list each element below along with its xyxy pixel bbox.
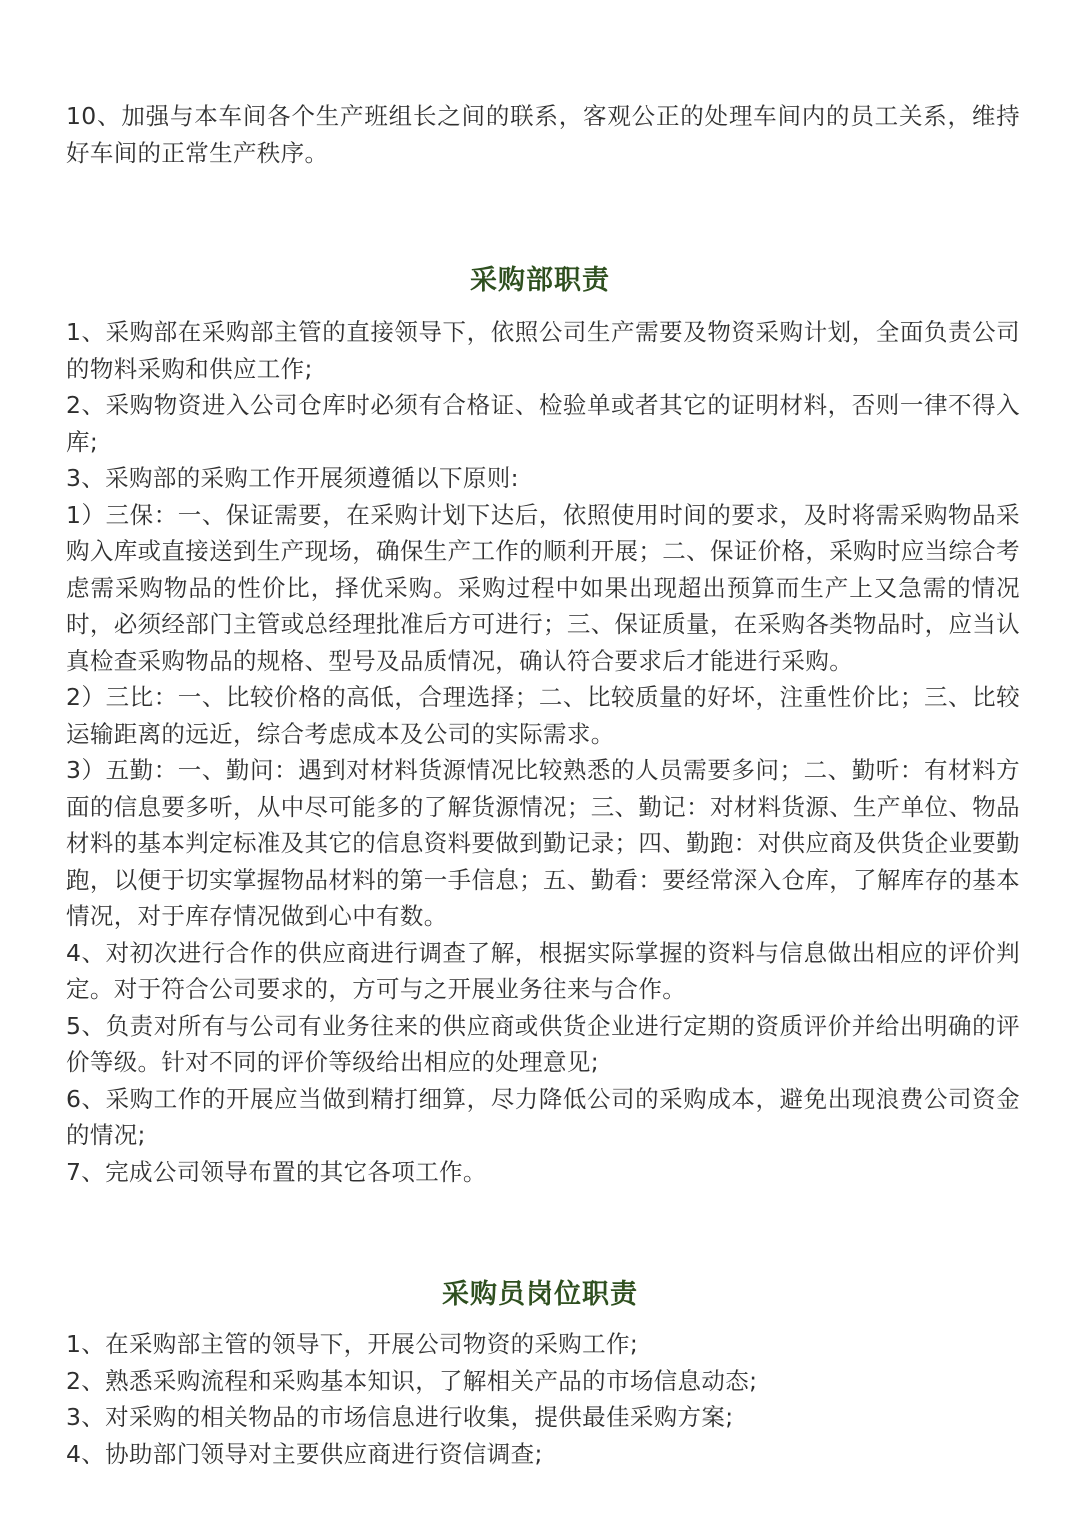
- list-item: 1、在采购部主管的领导下，开展公司物资的采购工作;: [66, 1330, 639, 1358]
- list-item: 3、采购部的采购工作开展须遵循以下原则:: [66, 464, 519, 492]
- list-item: 2）三比：一、比较价格的高低，合理选择；二、比较质量的好坏，注重性价比；三、比较运输距离的远近，综合考虑成本及公司的实际需求。: [66, 683, 1020, 748]
- section-title-buyer-responsibilities: 采购员岗位职责: [442, 1279, 638, 1310]
- list-item: 3）五勤：一、勤问：遇到对材料货源情况比较熟悉的人员需要多问；二、勤听：有材料方面的信息要多听，从中尽可能多的了解货源情况；三、勤记：对材料货源、生产单位、物品材料的基本判定标准及其它的信息资料要做到勤记录；四、勤跑：对供应商及供货企业要勤跑，以便于切实掌握物品材料的第一手信息；五、勤看：要经常深入仓库，了解库存的基本情况，对于库存情况做到心中有数。: [66, 756, 1020, 930]
- list-item: 3、对采购的相关物品的市场信息进行收集，提供最佳采购方案;: [66, 1403, 734, 1431]
- list-item: 6、采购工作的开展应当做到精打细算，尽力降低公司的采购成本，避免出现浪费公司资金的情况;: [66, 1084, 1020, 1149]
- list-item: 5、负责对所有与公司有业务往来的供应商或供货企业进行定期的资质评价并给出明确的评价等级。针对不同的评价等级给出相应的处理意见;: [66, 1011, 1020, 1076]
- section-buyer-responsibilities-list: [66, 1326, 1020, 1472]
- list-item: 1）三保：一、保证需要，在采购计划下达后，依照使用时间的要求，及时将需采购物品采购入库或直接送到生产现场，确保生产工作的顺利开展；二、保证价格，采购时应当综合考虑需采购物品的性价比，择优采购。采购过程中如果出现超出预算而生产上又急需的情况时，必须经部门主管或总经理批准后方可进行；三、保证质量，在采购各类物品时，应当认真检查采购物品的规格、型号及品质情况，确认符合要求后才能进行采购。: [66, 500, 1020, 675]
- section-purchasing-department-list: [66, 314, 1020, 1190]
- list-item: 2、采购物资进入公司仓库时必须有合格证、检验单或者其它的证明材料，否则一律不得入库;: [66, 391, 1020, 456]
- section-title-purchasing-department: 采购部职责: [470, 265, 610, 296]
- list-item: 4、协助部门领导对主要供应商进行资信调查;: [66, 1439, 543, 1468]
- list-item: 1、采购部在采购部主管的直接领导下，依照公司生产需要及物资采购计划，全面负责公司的物料采购和供应工作;: [66, 318, 1020, 383]
- list-item: 2、熟悉采购流程和采购基本知识，了解相关产品的市场信息动态;: [66, 1366, 758, 1395]
- intro-item-10: 10、加强与本车间各个生产班组长之间的联系，客观公正的处理车间内的员工关系，维持好车间的正常生产秩序。: [66, 102, 1020, 167]
- list-item: 7、完成公司领导布置的其它各项工作。: [66, 1157, 487, 1186]
- list-item: 4、对初次进行合作的供应商进行调查了解，根据实际掌握的资料与信息做出相应的评价判定。对于符合公司要求的，方可与之开展业务往来与合作。: [66, 938, 1020, 1003]
- intro-block: [66, 98, 1020, 171]
